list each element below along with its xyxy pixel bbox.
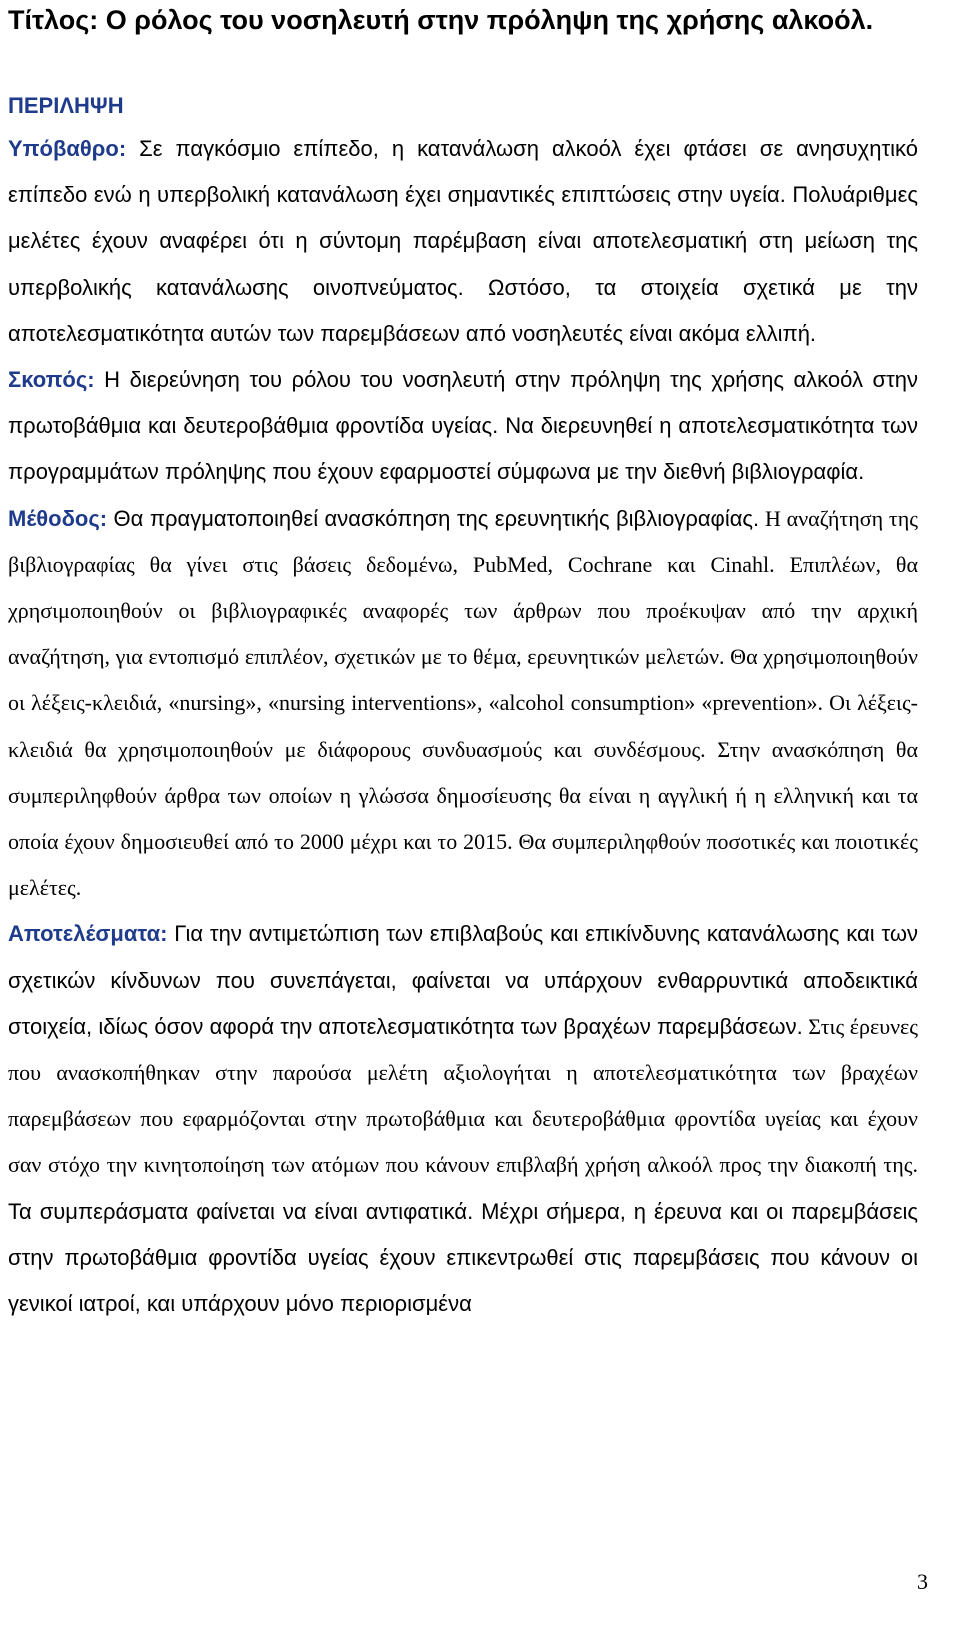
method-label: Μέθοδος: [8,505,108,531]
abstract-heading: ΠΕΡΙΛΗΨΗ [8,93,124,118]
results-text-conclusion: Τα συμπεράσματα φαίνεται να είναι αντιφατικά. Μέχρι σήμερα, η έρευνα και οι παρεμβάσεις στην πρωτοβάθμια φροντίδα υγείας έχουν επικεντρωθεί στις παρεμβάσεις που κάνουν οι γενικοί ιατροί, και υπάρχουν μόνο περιορισμένα [8,1198,918,1317]
method-text-body: Η αναζήτηση της βιβλιογραφίας θα γίνει στις βάσεις δεδομένω, PubMed, Cochrane και Cinahl. Επιπλέων, θα χρησιμοποιηθούν οι βιβλιογραφικές αναφορές των άρθρων που προέκυψαν από την αρχική αναζήτηση, για εντοπισμό επιπλέον, σχετικών με το θέμα, ερευνητικών μελετών. Θα χρησιμοποιηθούν οι λέξεις-κλειδιά, «nursing», «nursing interventions», «alcohol consumption» «prevention». Οι λέξεις-κλειδιά θα χρησιμοποιηθούν με διάφορους συνδυασμούς και συνδέσμους. Στην ανασκόπηση θα συμπεριληφθούν άρθρα των οποίων η γλώσσα δημοσίευσης θα είναι η αγγλική ή η ελληνική και τα οποία έχουν δημοσιευθεί από το 2000 μέχρι και το 2015. Θα συμπεριληφθούν ποσοτικές και ποιοτικές μελέτες. [8,505,918,901]
document-title: Τίτλος: Ο ρόλος του νοσηλευτή στην πρόληψη της χρήσης αλκοόλ. [8,5,874,35]
aim-text: Η διερεύνηση του ρόλου του νοσηλευτή στην πρόληψη της χρήσης αλκοόλ στην πρωτοβάθμια και δευτεροβάθμια φροντίδα υγείας. Να διερευνηθεί η αποτελεσματικότητα των προγραμμάτων πρόληψης που έχουν εφαρμοστεί σύμφωνα με την διεθνή βιβλιογραφία. [8,367,918,485]
results-label: Αποτελέσματα: [8,921,168,947]
results-text-body: Στις έρευνες που ανασκοπήθηκαν στην παρούσα μελέτη αξιολογήται η αποτελεσματικότητα των βραχέων παρεμβάσεων που εφαρμόζονται στην πρωτοβάθμια και δευτεροβάθμια φροντίδα υγείας και έχουν σαν στόχο την κινητοποίηση των ατόμων που κάνουν επιβλαβή χρήση αλκοόλ προς την διακοπή της. [8,1013,918,1178]
background-label: Υπόβαθρο: [8,136,127,161]
background-text: Σε παγκόσμιο επίπεδο, η κατανάλωση αλκοόλ έχει φτάσει σε ανησυχητικό επίπεδο ενώ η υπερβολική κατανάλωση έχει σημαντικές επιπτώσεις στην υγεία. Πολυάριθμες μελέτες έχουν αναφέρει ότι η σύντομη παρέμβαση είναι αποτελεσματική στη μείωση της υπερβολικής κατανάλωσης οινοπνεύματος. Ωστόσο, τα στοιχεία σχετικά με την αποτελεσματικότητα αυτών των παρεμβάσεων από νοσηλευτές είναι ακόμα ελλιπή. [8,136,918,346]
document-page [8,0,918,1327]
aim-label: Σκοπός: [8,367,95,393]
method-text-intro: Θα πραγματοποιηθεί ανασκόπηση της ερευνητικής βιβλιογραφίας. [107,505,760,531]
results-text-intro: Για την αντιμετώπιση των επιβλαβούς και επικίνδυνης κατανάλωσης και των σχετικών κίνδυνων που συνεπάγεται, φαίνεται να υπάρχουν ενθαρρυντικά αποδεικτικά στοιχεία, ιδίως όσον αφορά την αποτελεσματικότητα των βραχέων παρεμβάσεων. [8,921,918,1039]
page-number: 3 [917,1569,928,1594]
method-paragraph [8,496,918,912]
results-paragraph [8,911,918,1327]
aim-paragraph [8,357,918,496]
background-paragraph [8,126,918,357]
